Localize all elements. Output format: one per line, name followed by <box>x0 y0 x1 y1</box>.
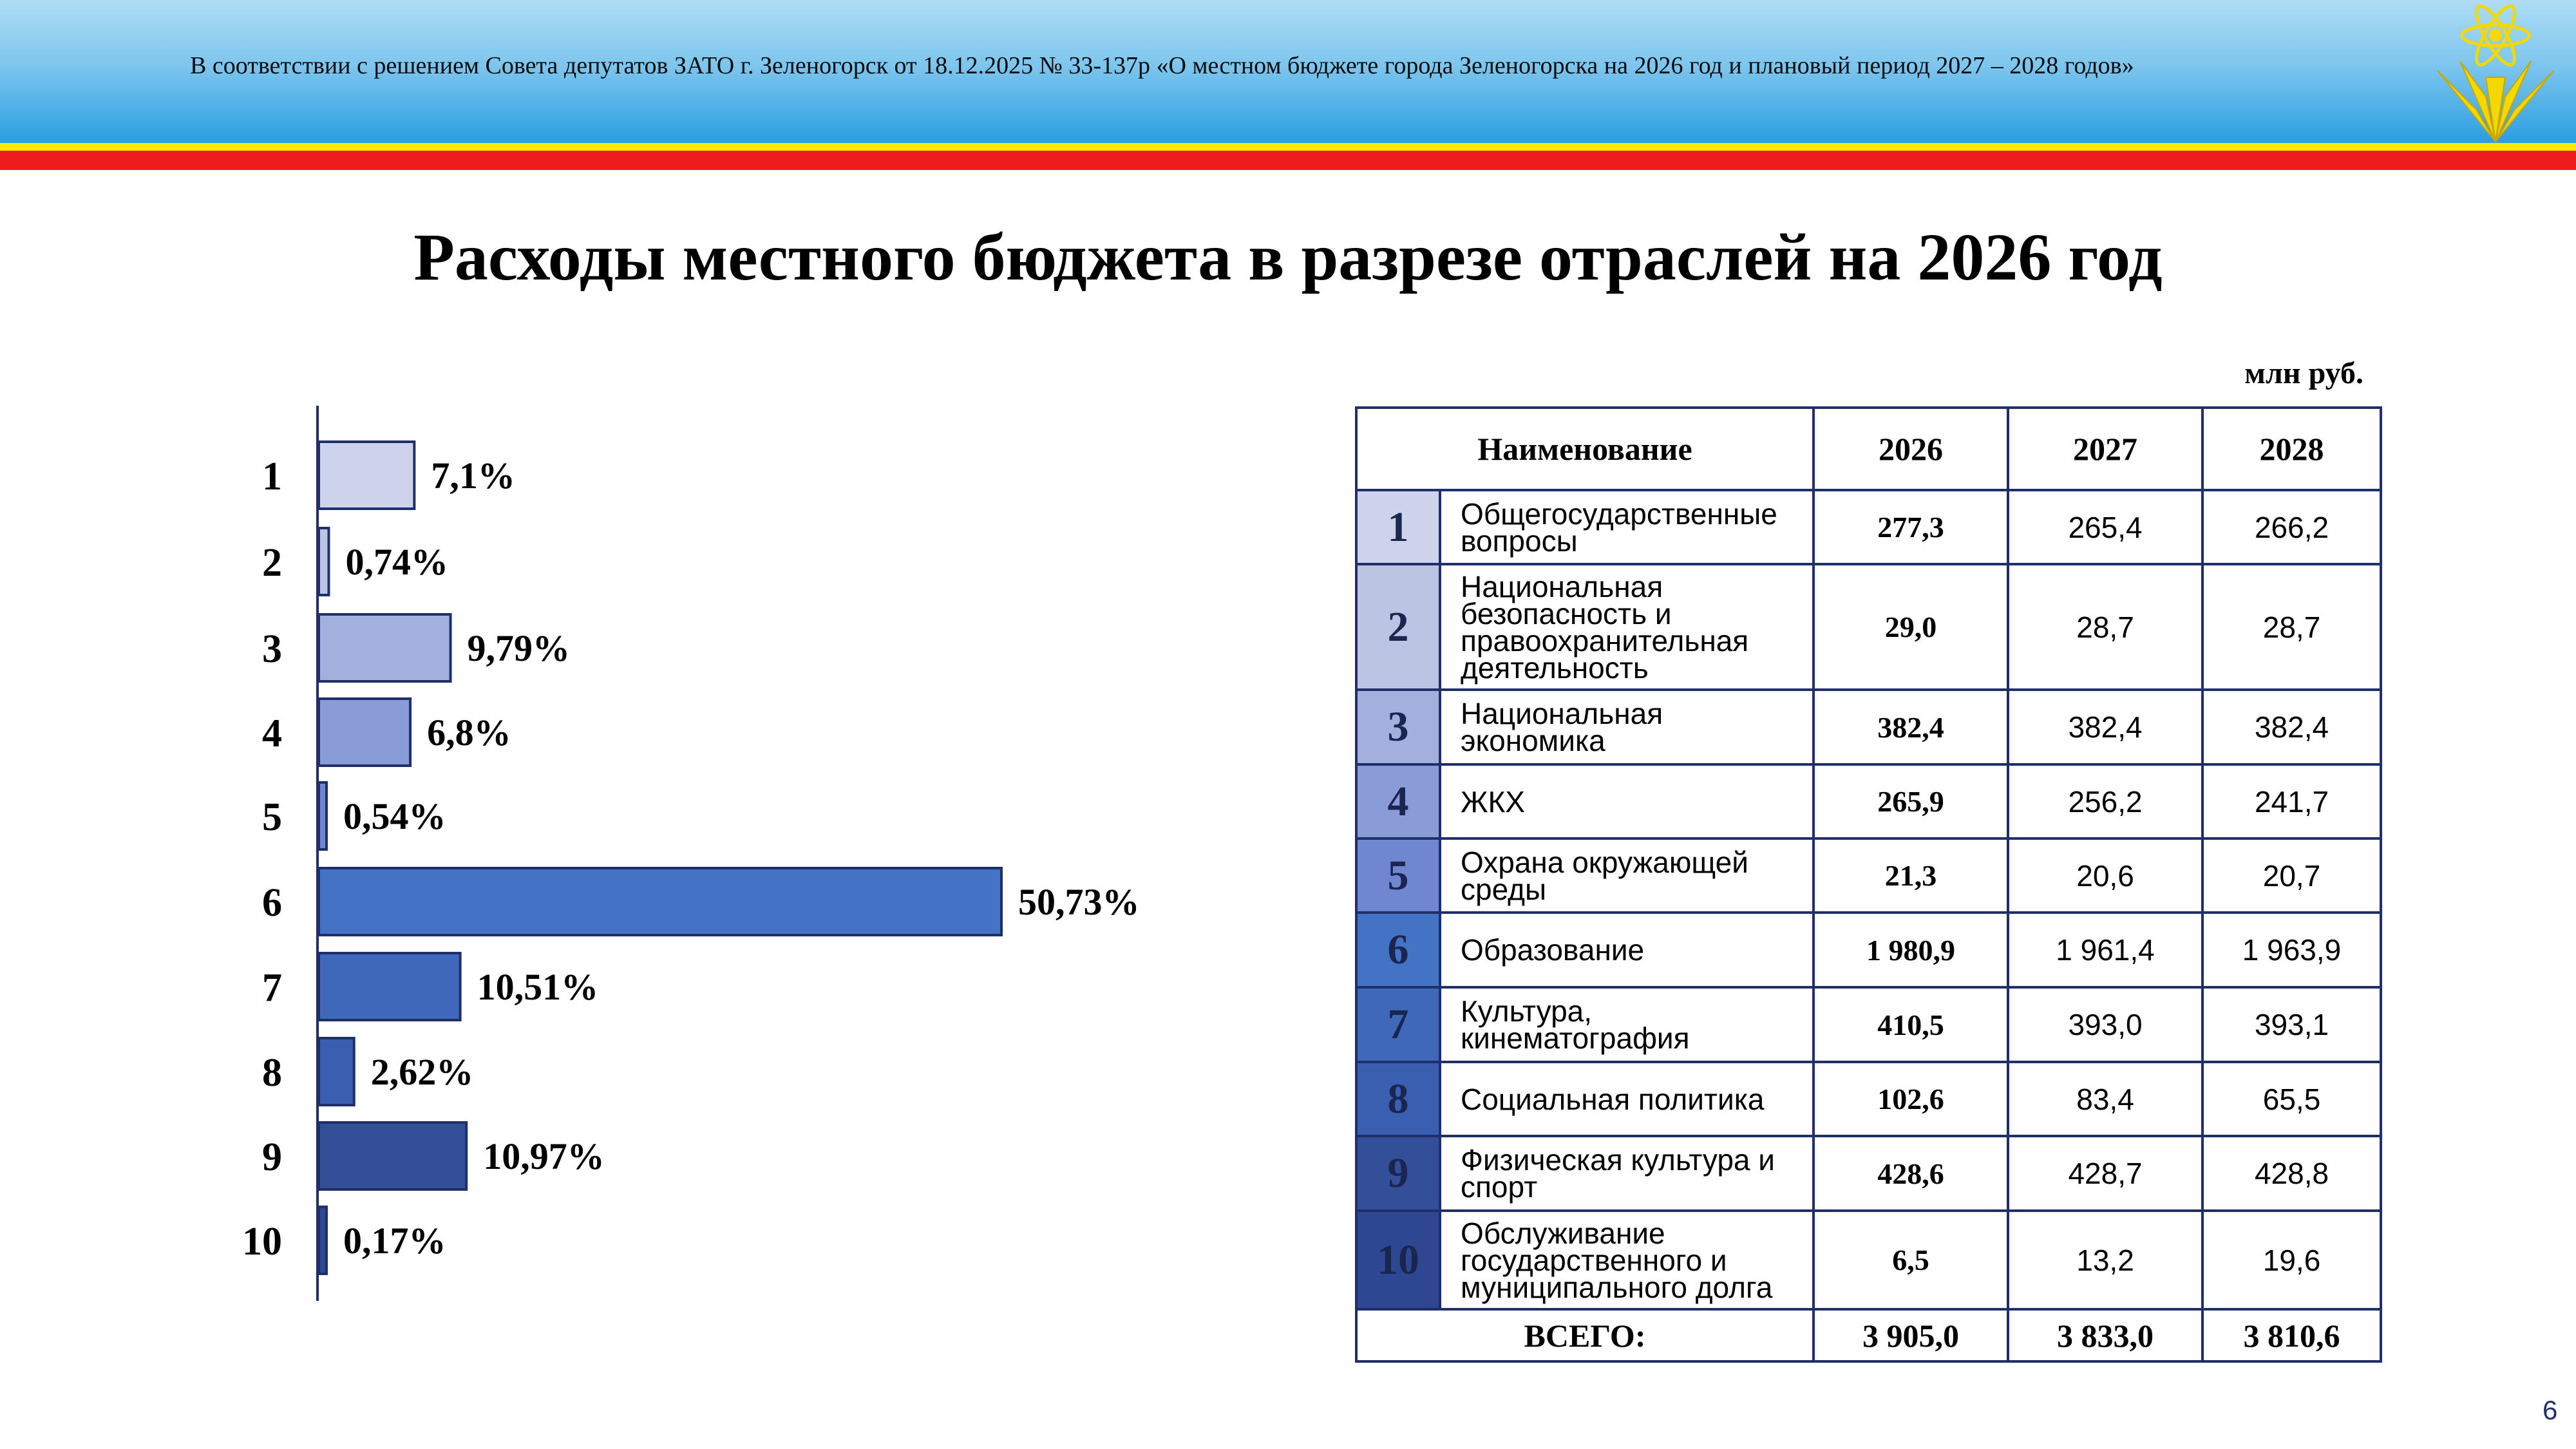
total-2026: 3 905,0 <box>1814 1309 2008 1361</box>
value-2028: 266,2 <box>2202 490 2381 564</box>
table-row <box>1356 1136 2381 1211</box>
header-2026: 2026 <box>1814 408 2008 490</box>
value-2028: 428,8 <box>2202 1136 2381 1211</box>
percentage-bar-chart <box>0 386 1224 1314</box>
bar-value-label: 50,73% <box>1018 881 1140 923</box>
bar-value-label: 7,1% <box>431 455 515 497</box>
category-tick-label: 10 <box>242 1220 282 1264</box>
city-emblem-icon <box>2421 0 2570 148</box>
row-name: Национальная безопасность и правоохранительная деятельность <box>1440 564 1814 690</box>
value-2027: 428,7 <box>2008 1136 2202 1211</box>
table-row <box>1356 1211 2381 1309</box>
page-number: 6 <box>2543 1395 2558 1425</box>
value-2027: 28,7 <box>2008 564 2202 690</box>
bar-value-label: 10,97% <box>483 1135 605 1177</box>
page-title: Расходы местного бюджета в разрезе отраслей на 2026 год <box>413 220 2163 294</box>
bar-value-label: 0,74% <box>345 541 448 583</box>
value-2026: 1 980,9 <box>1814 913 2008 987</box>
category-tick-label: 4 <box>262 712 282 755</box>
category-tick-label: 2 <box>262 541 282 585</box>
value-2027: 13,2 <box>2008 1211 2202 1309</box>
value-2027: 1 961,4 <box>2008 913 2202 987</box>
red-stripe <box>0 151 2576 170</box>
category-tick-label: 3 <box>262 627 282 671</box>
row-name: Культура, кинематография <box>1440 987 1814 1062</box>
value-2028: 19,6 <box>2202 1211 2381 1309</box>
value-2026: 277,3 <box>1814 490 2008 564</box>
bar-7 <box>319 953 460 1020</box>
category-tick-label: 7 <box>262 966 282 1010</box>
value-2027: 256,2 <box>2008 764 2202 838</box>
value-2026: 428,6 <box>1814 1136 2008 1211</box>
row-name: Общегосударственные вопросы <box>1440 490 1814 564</box>
bar-9 <box>319 1122 466 1189</box>
value-2027: 393,0 <box>2008 987 2202 1062</box>
header-name: Наименование <box>1356 408 1814 490</box>
row-number: 6 <box>1356 913 1440 987</box>
table-row <box>1356 1062 2381 1136</box>
category-tick-label: 8 <box>262 1051 282 1095</box>
row-number: 2 <box>1356 564 1440 690</box>
category-tick-label: 5 <box>262 795 282 839</box>
header-banner <box>0 0 2576 143</box>
bar-value-label: 0,54% <box>343 795 446 837</box>
table-row <box>1356 490 2381 564</box>
row-name: Национальная экономика <box>1440 690 1814 764</box>
bar-value-label: 10,51% <box>477 966 599 1008</box>
bar-5 <box>319 782 327 849</box>
table-total-row <box>1356 1309 2381 1361</box>
category-tick-label: 1 <box>262 455 282 498</box>
value-2028: 20,7 <box>2202 838 2381 913</box>
value-2027: 382,4 <box>2008 690 2202 764</box>
table-row <box>1356 690 2381 764</box>
category-tick-label: 6 <box>262 881 282 925</box>
row-name: ЖКХ <box>1440 764 1814 838</box>
bar-1 <box>319 442 414 509</box>
bar-value-label: 6,8% <box>427 712 511 753</box>
value-2026: 21,3 <box>1814 838 2008 913</box>
row-name: Социальная политика <box>1440 1062 1814 1136</box>
row-number: 4 <box>1356 764 1440 838</box>
bar-2 <box>319 528 328 595</box>
row-name: Образование <box>1440 913 1814 987</box>
total-2027: 3 833,0 <box>2008 1309 2202 1361</box>
row-name: Физическая культура и спорт <box>1440 1136 1814 1211</box>
bar-6 <box>319 868 1001 935</box>
header-2028: 2028 <box>2202 408 2381 490</box>
value-2028: 65,5 <box>2202 1062 2381 1136</box>
value-2026: 265,9 <box>1814 764 2008 838</box>
value-2026: 382,4 <box>1814 690 2008 764</box>
value-2028: 1 963,9 <box>2202 913 2381 987</box>
table-row <box>1356 564 2381 690</box>
unit-label: млн руб. <box>2244 356 2363 390</box>
value-2026: 102,6 <box>1814 1062 2008 1136</box>
bar-4 <box>319 699 410 766</box>
row-number: 1 <box>1356 490 1440 564</box>
table-row <box>1356 913 2381 987</box>
row-name: Охрана окружающей среды <box>1440 838 1814 913</box>
total-2028: 3 810,6 <box>2202 1309 2381 1361</box>
value-2028: 28,7 <box>2202 564 2381 690</box>
value-2028: 393,1 <box>2202 987 2381 1062</box>
bar-value-label: 0,17% <box>343 1220 446 1262</box>
value-2026: 410,5 <box>1814 987 2008 1062</box>
row-number: 7 <box>1356 987 1440 1062</box>
table-row <box>1356 987 2381 1062</box>
table-header-row <box>1356 408 2381 490</box>
row-name: Обслуживание государственного и муниципального долга <box>1440 1211 1814 1309</box>
yellow-stripe <box>0 143 2576 151</box>
value-2028: 382,4 <box>2202 690 2381 764</box>
bar-value-label: 9,79% <box>467 627 571 669</box>
budget-table <box>1355 406 2382 1363</box>
value-2027: 83,4 <box>2008 1062 2202 1136</box>
row-number: 3 <box>1356 690 1440 764</box>
table-row <box>1356 764 2381 838</box>
value-2026: 29,0 <box>1814 564 2008 690</box>
bar-value-label: 2,62% <box>370 1051 474 1093</box>
row-number: 5 <box>1356 838 1440 913</box>
total-label: ВСЕГО: <box>1356 1309 1814 1361</box>
bar-10 <box>319 1207 327 1274</box>
bar-3 <box>319 614 451 681</box>
header-decision-text: В соответствии с решением Совета депутатов ЗАТО г. Зеленогорск от 18.12.2025 № 33-137р «О местном бюджете города Зеленогорска на 2026 год и плановый период 2027 – 2028 годов» <box>190 52 2134 79</box>
category-tick-label: 9 <box>262 1135 282 1179</box>
value-2026: 6,5 <box>1814 1211 2008 1309</box>
value-2028: 241,7 <box>2202 764 2381 838</box>
row-number: 9 <box>1356 1136 1440 1211</box>
bar-8 <box>319 1038 354 1105</box>
row-number: 10 <box>1356 1211 1440 1309</box>
value-2027: 20,6 <box>2008 838 2202 913</box>
row-number: 8 <box>1356 1062 1440 1136</box>
value-2027: 265,4 <box>2008 490 2202 564</box>
table-row <box>1356 838 2381 913</box>
header-2027: 2027 <box>2008 408 2202 490</box>
